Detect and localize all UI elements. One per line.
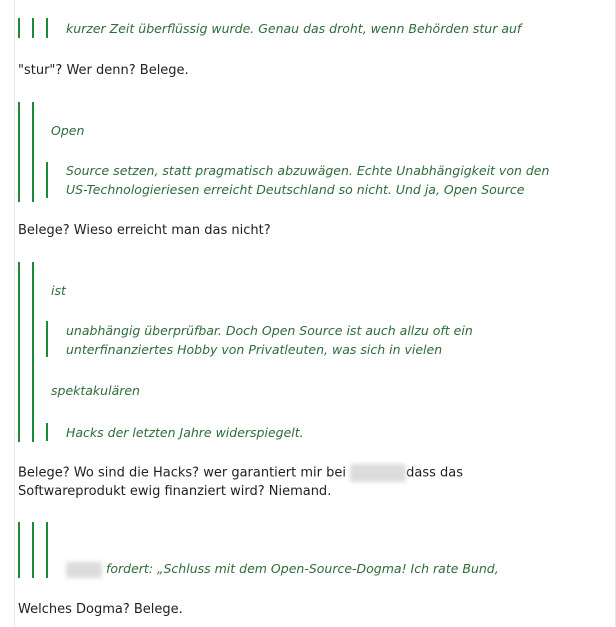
- reply-text: Softwareprodukt ewig finanziert wird? Niemand.: [18, 484, 332, 499]
- quote-bar-level-2: [32, 262, 34, 442]
- quote-bar-level-3: [46, 522, 48, 578]
- quote-bar-level-3: [46, 162, 48, 198]
- quote-text: spektakulären: [51, 383, 140, 398]
- quote-bar-level-1: [18, 102, 20, 202]
- quote-text: Hacks der letzten Jahre widerspiegelt.: [66, 425, 304, 440]
- reply-text: [18, 464, 463, 483]
- quote-text: Source setzen, statt pragmatisch abzuwägen. Echte Unabhängigkeit von den: [66, 163, 550, 178]
- quote-text: unabhängig überprüfbar. Doch Open Source ist auch allzu oft ein: [66, 323, 473, 338]
- quote-bar-level-2: [32, 18, 34, 38]
- reply-text-part: Belege? Wo sind die Hacks? wer garantiert mir bei: [18, 465, 346, 481]
- quote-bar-level-1: [18, 18, 20, 38]
- quote-text: unterfinanziertes Hobby von Privatleuten, was sich in vielen: [66, 342, 443, 357]
- quote-bar-level-3: [46, 18, 48, 38]
- quote-bar-level-1: [18, 522, 20, 578]
- reply-text: Belege? Wieso erreicht man das nicht?: [18, 223, 271, 238]
- quote-bar-level-3: [46, 423, 48, 441]
- quote-text: US-Technologieriesen erreicht Deutschland so nicht. Und ja, Open Source: [66, 182, 525, 197]
- quote-bar-level-3: [46, 321, 48, 357]
- quote-bar-level-2: [32, 522, 34, 578]
- reply-text: Welches Dogma? Belege.: [18, 602, 183, 617]
- quote-text-part: fordert: „Schluss mit dem Open-Source-Dogma! Ich rate Bund,: [105, 561, 499, 576]
- quote-bar-level-1: [18, 262, 20, 442]
- quote-text: [66, 559, 499, 578]
- quote-text: ist: [51, 283, 66, 298]
- redacted-name: [350, 464, 406, 482]
- quote-text: kurzer Zeit überflüssig wurde. Genau das droht, wenn Behörden stur auf: [66, 21, 522, 36]
- reply-text-part: dass das: [406, 465, 464, 481]
- page-left-border: [14, 0, 15, 627]
- quote-text: Open: [51, 123, 85, 138]
- quote-bar-level-2: [32, 102, 34, 202]
- redacted-name: [66, 562, 102, 578]
- reply-text: "stur"? Wer denn? Belege.: [18, 63, 189, 78]
